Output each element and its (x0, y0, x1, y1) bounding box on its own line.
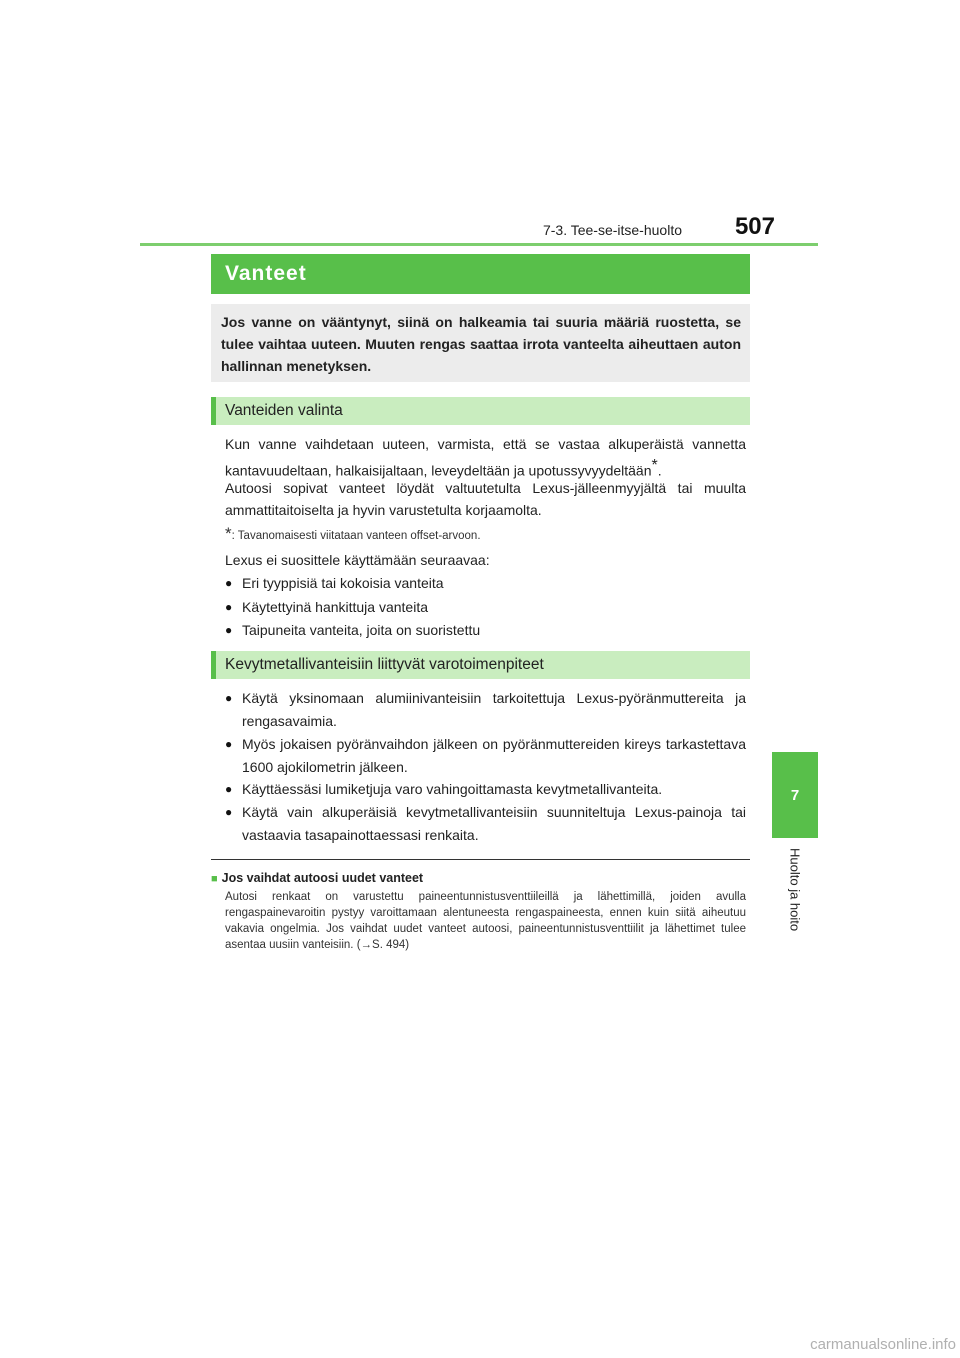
list-item (225, 687, 746, 733)
list-item-text: Käytettyinä hankittuja vanteita (242, 599, 429, 615)
page-title: Vanteet (211, 254, 750, 294)
list-item (225, 801, 746, 847)
footnote (225, 526, 746, 544)
bullet-icon: ● (225, 600, 233, 614)
watermark: carmanualsonline.info (810, 1336, 956, 1353)
section-heading-alloy: Kevytmetallivanteisiin liittyvät varotoimenpiteet (211, 651, 750, 679)
list-item-text: Käytä vain alkuperäisiä kevytmetallivanteisiin suunniteltuja Lexus-painoja tai vastaavia tasapainottaessasi renkaita. (242, 804, 746, 843)
list-item (225, 778, 746, 801)
paragraph-selection-end: . (657, 462, 662, 479)
bullet-icon: ● (225, 576, 233, 590)
list-item-text: Käyttäessäsi lumiketjuja varo vahingoittamasta kevytmetallivanteita. (242, 781, 663, 797)
note-title (211, 871, 750, 885)
bullet-icon: ● (225, 782, 233, 796)
header-divider (140, 243, 818, 246)
note-body: Autosi renkaat on varustettu paineentunnistusventtiileillä ja lähettimillä, joiden avulla rengaspainevaroitin pystyy varoittamaan alentuneesta rengaspaineesta, ennen kuin siitä aiheutuu vakavia ongelmia. Jos vaihdat uudet vanteet autoosi, paineentunnistusventtiilit ja lähettimet tulee asentaa uusiin vanteisiin. (→S. 494) (225, 891, 746, 951)
footnote-text: : Tavanomaisesti viitataan vanteen offset-arvoon. (231, 530, 481, 542)
chapter-label-text: Huolto ja hoito (787, 848, 803, 932)
bullet-icon: ● (225, 805, 233, 819)
bullet-icon: ● (225, 623, 233, 637)
bullet-icon: ● (225, 737, 233, 751)
chapter-number: 7 (790, 786, 800, 804)
list-item (225, 596, 746, 619)
list-item-text: Käytä yksinomaan alumiinivanteisiin tarkoitettuja Lexus-pyöränmuttereita ja rengasavaimia. (242, 690, 746, 729)
intro-text: Jos vanne on vääntynyt, siinä on halkeamia tai suuria määriä ruostetta, se tulee vaihtaa uuteen. Muuten rengas saattaa irrota vanteelta aiheuttaen auton hallinnan menetyksen. (221, 314, 741, 374)
paragraph-selection-text: Kun vanne vaihdetaan uuteen, varmista, että se vastaa alkuperäistä vannetta kantavuudeltaan, halkaisijaltaan, leveydeltään ja upotussyvyydeltään (225, 436, 746, 479)
chapter-label (781, 848, 809, 988)
footnote-mark: * (225, 524, 232, 543)
square-bullet-icon: ■ (211, 873, 218, 885)
list-item (225, 733, 746, 779)
list-item-text: Myös jokaisen pyöränvaihdon jälkeen on pyöränmuttereiden kireys tarkastettava 1600 ajokilometrin jälkeen. (242, 736, 746, 775)
list-item-text: Taipuneita vanteita, joita on suoristettu (242, 622, 481, 638)
list-item (225, 619, 746, 642)
intro-box (211, 304, 750, 382)
list-item (225, 572, 746, 595)
page-number: 507 (734, 213, 775, 240)
section-label: 7-3. Tee-se-itse-huolto (542, 222, 682, 238)
note-title-text: Jos vaihdat autoosi uudet vanteet (221, 871, 424, 885)
list-item-text: Eri tyyppisiä tai kokoisia vanteita (242, 575, 444, 591)
paragraph-dealer: Autoosi sopivat vanteet löydät valtuutetulta Lexus-jälleenmyyjältä tai muulta ammattitaitoiselta ja hyvin varustetulta korjaamolta. (225, 480, 746, 518)
bullet-icon: ● (225, 691, 233, 705)
footnote-ref: * (651, 457, 658, 474)
paragraph-selection (225, 433, 746, 482)
section-heading-selection: Vanteiden valinta (211, 397, 750, 425)
chapter-tab[interactable] (772, 752, 818, 838)
paragraph-lead: Lexus ei suosittele käyttämään seuraavaa: (225, 552, 490, 568)
notes-divider (211, 859, 750, 860)
